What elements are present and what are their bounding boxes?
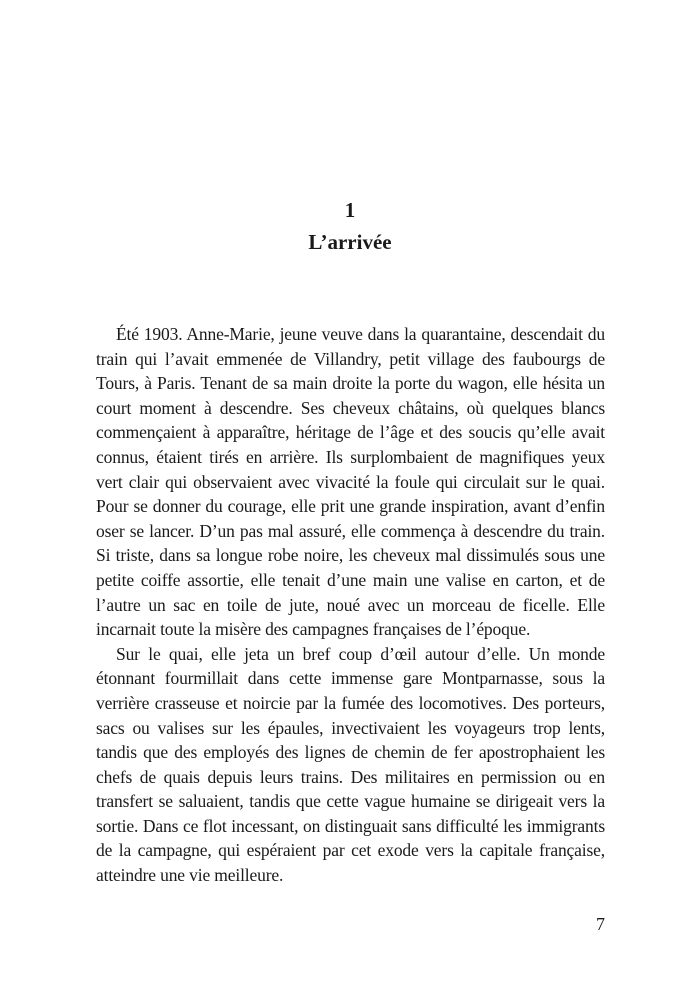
chapter-title: L’arrivée	[308, 230, 392, 254]
paragraph: Été 1903. Anne-Marie, jeune veuve dans la quarantaine, descendait du train qui l’avait emmenée de Villandry, petit village des faubourgs de Tours, à Paris. Tenant de sa main droite la porte du wagon, elle hésita un court moment à descendre. Ses cheveux châtains, où quelques blancs commençaient à apparaître, héritage de l’âge et des soucis qu’elle avait connus, étaient tirés en arrière. Ils surplombaient de magnifiques yeux vert clair qui observaient avec vivacité la foule qui circulait sur le quai. Pour se donner du courage, elle prit une grande inspiration, avant d’enfin oser se lancer. D’un pas mal assuré, elle commença à descendre du train. Si triste, dans sa longue robe noire, les cheveux mal dissimulés sous une petite coiffe assortie, elle tenait d’une main une valise en carton, et de l’autre un sac en toile de jute, noué avec un morceau de ficelle. Elle incarnait toute la misère des campagnes françaises de l’époque.	[96, 324, 605, 640]
page-number: 7	[596, 914, 605, 934]
paragraph: Sur le quai, elle jeta un bref coup d’œil autour d’elle. Un monde étonnant fourmillait dans cette immense gare Montparnasse, sous la verrière crasseuse et noircie par la fumée des locomotives. Des porteurs, sacs ou valises sur les épaules, invectivaient les voyageurs trop lents, tandis que des employés des lignes de chemin de fer apostrophaient les chefs de quais depuis leurs trains. Des militaires en permission ou en transfert se saluaient, tandis que cette vague humaine se dirigeait vers la sortie. Dans ce flot incessant, on distinguait sans difficulté les immigrants de la campagne, qui espéraient par cet exode vers la capitale française, atteindre une vie meilleure.	[96, 643, 605, 886]
chapter-number: 1	[344, 198, 356, 222]
chapter-body	[96, 322, 605, 888]
